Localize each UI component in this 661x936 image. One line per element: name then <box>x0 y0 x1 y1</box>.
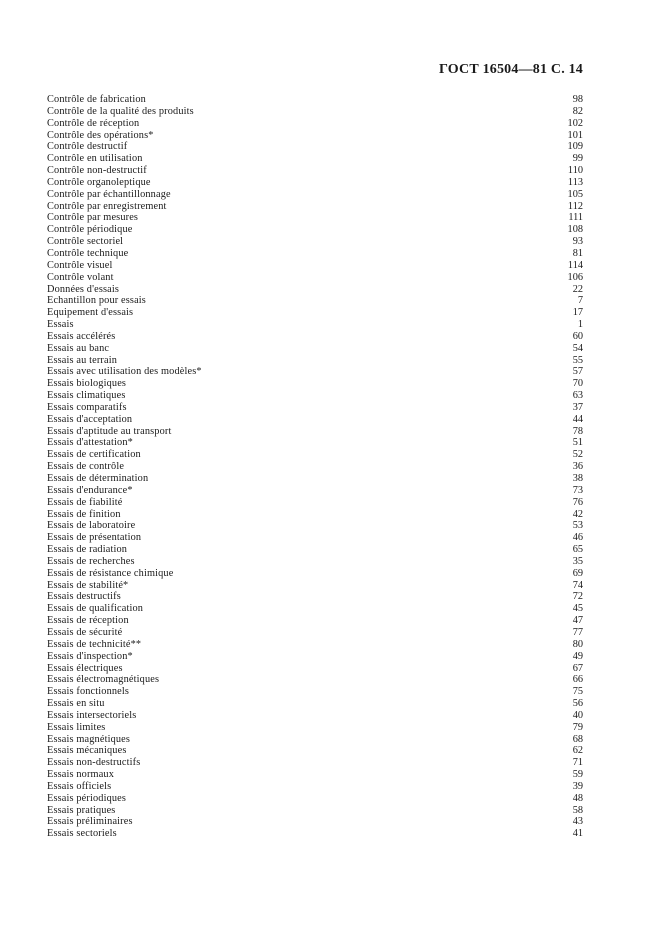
index-number: 52 <box>572 449 583 461</box>
index-entry <box>47 165 583 177</box>
index-term: Essais de sécurité <box>47 626 123 638</box>
index-term: Contrôle technique <box>47 247 129 259</box>
index-entry <box>47 295 583 307</box>
index-term: Contrôle non-destructif <box>47 165 147 177</box>
index-number: 112 <box>567 200 583 212</box>
index-term: Essais de fiabilité <box>47 496 123 508</box>
index-entry <box>47 745 583 757</box>
index-term: Essais <box>47 319 74 331</box>
index-term: Essais de détermination <box>47 473 149 484</box>
index-entry <box>47 485 583 497</box>
index-number: 108 <box>567 224 583 236</box>
index-number: 109 <box>567 141 583 153</box>
index-entry <box>47 130 583 142</box>
index-term: Essais sectoriels <box>47 828 117 840</box>
index-number: 36 <box>572 461 583 473</box>
index-number: 101 <box>567 129 583 141</box>
index-number: 17 <box>572 307 583 319</box>
index-number: 46 <box>572 532 583 544</box>
index-term: Essais destructifs <box>47 591 121 603</box>
index-number: 35 <box>572 555 583 567</box>
index-term: Contrôle de réception <box>47 117 140 129</box>
index-number: 47 <box>572 615 583 627</box>
index-term: Contrôle volant <box>47 271 114 283</box>
index-term: Essais en situ <box>47 698 105 710</box>
index-entry <box>47 355 583 367</box>
index-entry <box>47 734 583 746</box>
index-number: 40 <box>572 709 583 721</box>
index-number: 41 <box>572 828 583 840</box>
index-number: 51 <box>572 437 583 449</box>
index-entry <box>47 615 583 627</box>
index-number: 71 <box>572 757 583 769</box>
index-entry <box>47 591 583 603</box>
index-term: Contrôle par enregistrement <box>47 200 167 212</box>
term-index-list <box>47 94 583 840</box>
index-number: 1 <box>577 319 583 331</box>
index-term: Essais de radiation <box>47 544 128 556</box>
index-entry <box>47 556 583 568</box>
index-number: 79 <box>572 721 583 733</box>
index-term: Essais biologiques <box>47 378 127 390</box>
index-term: Contrôle destructif <box>47 141 128 153</box>
index-number: 66 <box>572 674 583 686</box>
index-term: Essais de laboratoire <box>47 520 136 532</box>
index-entry <box>47 177 583 189</box>
index-number: 63 <box>572 390 583 402</box>
index-term: Essais mécaniques <box>47 745 127 757</box>
index-term: Essais préliminaires <box>47 816 133 828</box>
index-entry <box>47 544 583 556</box>
index-term: Essais électromagnétiques <box>47 674 160 686</box>
index-number: 53 <box>572 520 583 532</box>
index-entry <box>47 153 583 165</box>
index-entry <box>47 343 583 355</box>
index-entry <box>47 651 583 663</box>
index-number: 62 <box>572 745 583 757</box>
page-header: ГОСТ 16504—81 С. 14 <box>439 62 583 77</box>
index-number: 73 <box>572 484 583 496</box>
index-entry <box>47 236 583 248</box>
index-term: Essais magnétiques <box>47 733 131 745</box>
index-entry <box>47 674 583 686</box>
index-entry <box>47 378 583 390</box>
index-term: Contrôle périodique <box>47 224 133 236</box>
index-term: Essais au terrain <box>47 354 118 366</box>
index-term: Essais de finition <box>47 508 121 520</box>
index-term: Essais accélérés <box>47 330 116 342</box>
index-number: 44 <box>572 413 583 425</box>
index-term: Contrôle visuel <box>47 259 113 271</box>
index-entry <box>47 307 583 319</box>
index-entry <box>47 473 583 485</box>
index-number: 60 <box>572 330 583 342</box>
index-entry <box>47 722 583 734</box>
index-number: 45 <box>572 603 583 615</box>
index-entry <box>47 461 583 473</box>
index-entry <box>47 449 583 461</box>
index-entry <box>47 805 583 817</box>
index-term: Essais périodiques <box>47 792 127 804</box>
index-entry <box>47 627 583 639</box>
index-entry <box>47 816 583 828</box>
index-entry <box>47 532 583 544</box>
index-entry <box>47 260 583 272</box>
index-term: Essais d'inspection* <box>47 650 133 662</box>
index-term: Contrôle de la qualité des produits <box>47 105 194 117</box>
index-entry <box>47 437 583 449</box>
index-entry <box>47 757 583 769</box>
index-number: 42 <box>572 508 583 520</box>
index-entry <box>47 284 583 296</box>
index-number: 76 <box>572 496 583 508</box>
index-term: Contrôle des opérations* <box>47 129 154 141</box>
index-entry <box>47 580 583 592</box>
index-number: 111 <box>568 212 583 224</box>
index-entry <box>47 106 583 118</box>
index-number: 55 <box>572 354 583 366</box>
index-entry <box>47 414 583 426</box>
index-number: 99 <box>572 153 583 165</box>
index-term: Essais comparatifs <box>47 401 127 413</box>
index-entry <box>47 828 583 840</box>
index-term: Essais intersectoriels <box>47 709 137 721</box>
index-term: Essais électriques <box>47 662 123 674</box>
index-number: 37 <box>572 401 583 413</box>
index-term: Essais climatiques <box>47 390 126 402</box>
index-entry <box>47 639 583 651</box>
index-term: Essais d'attestation* <box>47 437 133 449</box>
index-term: Essais de contrôle <box>47 461 125 473</box>
index-number: 74 <box>572 579 583 591</box>
index-entry <box>47 710 583 722</box>
index-number: 54 <box>572 342 583 354</box>
index-entry <box>47 201 583 213</box>
index-number: 114 <box>567 259 583 271</box>
index-entry <box>47 272 583 284</box>
index-number: 65 <box>572 544 583 556</box>
index-entry <box>47 248 583 260</box>
index-term: Essais normaux <box>47 769 115 781</box>
index-term: Essais avec utilisation des modèles* <box>47 366 202 378</box>
index-entry <box>47 212 583 224</box>
index-entry <box>47 141 583 153</box>
index-term: Essais d'aptitude au transport <box>47 425 172 437</box>
index-number: 57 <box>572 366 583 378</box>
index-term: Essais de stabilité* <box>47 579 129 591</box>
index-term: Contrôle organoleptique <box>47 176 151 188</box>
index-entry <box>47 331 583 343</box>
index-number: 113 <box>567 176 583 188</box>
index-number: 59 <box>572 769 583 781</box>
index-entry <box>47 224 583 236</box>
index-entry <box>47 497 583 509</box>
index-term: Essais limites <box>47 721 106 733</box>
index-entry <box>47 509 583 521</box>
index-number: 48 <box>572 792 583 804</box>
index-entry <box>47 426 583 438</box>
index-number: 80 <box>572 638 583 650</box>
index-number: 72 <box>572 591 583 603</box>
index-entry <box>47 94 583 106</box>
index-number: 93 <box>572 236 583 248</box>
index-number: 110 <box>567 165 583 177</box>
index-entry <box>47 390 583 402</box>
index-entry <box>47 568 583 580</box>
index-number: 81 <box>572 247 583 259</box>
index-number: 39 <box>572 780 583 792</box>
index-term: Essais au banc <box>47 342 110 354</box>
index-term: Essais d'endurance* <box>47 484 133 496</box>
index-number: 49 <box>572 650 583 662</box>
index-number: 106 <box>567 271 583 283</box>
index-entry <box>47 698 583 710</box>
index-number: 77 <box>572 626 583 638</box>
index-number: 102 <box>567 117 583 129</box>
index-term: Essais de résistance chimique <box>47 567 174 579</box>
index-number: 43 <box>572 816 583 828</box>
index-term: Essais d'acceptation <box>47 413 133 425</box>
index-number: 56 <box>572 698 583 710</box>
index-number: 69 <box>572 567 583 579</box>
index-number: 67 <box>572 662 583 674</box>
index-term: Essais de réception <box>47 615 129 627</box>
index-number: 68 <box>572 733 583 745</box>
index-term: Essais de certification <box>47 449 141 461</box>
index-term: Essais fonctionnels <box>47 686 130 698</box>
index-number: 7 <box>577 295 583 307</box>
index-term: Echantillon pour essais <box>47 295 146 307</box>
index-entry <box>47 769 583 781</box>
index-entry <box>47 402 583 414</box>
index-number: 38 <box>572 473 583 484</box>
index-term: Essais officiels <box>47 780 112 792</box>
index-number: 58 <box>572 804 583 816</box>
index-number: 22 <box>572 283 583 295</box>
index-term: Contrôle sectoriel <box>47 236 124 248</box>
index-term: Essais non-destructifs <box>47 757 141 769</box>
index-entry <box>47 366 583 378</box>
index-entry <box>47 520 583 532</box>
index-entry <box>47 319 583 331</box>
index-term: Contrôle de fabrication <box>47 94 146 105</box>
index-term: Essais pratiques <box>47 804 116 816</box>
index-number: 70 <box>572 378 583 390</box>
index-entry <box>47 781 583 793</box>
index-entry <box>47 189 583 201</box>
index-term: Essais de qualification <box>47 603 144 615</box>
index-term: Contrôle par échantillonnage <box>47 188 171 200</box>
index-number: 98 <box>572 94 583 105</box>
index-term: Contrôle en utilisation <box>47 153 143 165</box>
index-term: Données d'essais <box>47 283 120 295</box>
index-entry <box>47 118 583 130</box>
index-number: 78 <box>572 425 583 437</box>
index-entry <box>47 686 583 698</box>
index-entry <box>47 603 583 615</box>
index-entry <box>47 663 583 675</box>
index-term: Essais de recherches <box>47 555 135 567</box>
index-entry <box>47 793 583 805</box>
index-number: 105 <box>567 188 583 200</box>
index-number: 82 <box>572 105 583 117</box>
index-term: Equipement d'essais <box>47 307 134 319</box>
index-term: Essais de présentation <box>47 532 142 544</box>
index-number: 75 <box>572 686 583 698</box>
index-term: Essais de technicité** <box>47 638 142 650</box>
index-term: Contrôle par mesures <box>47 212 139 224</box>
